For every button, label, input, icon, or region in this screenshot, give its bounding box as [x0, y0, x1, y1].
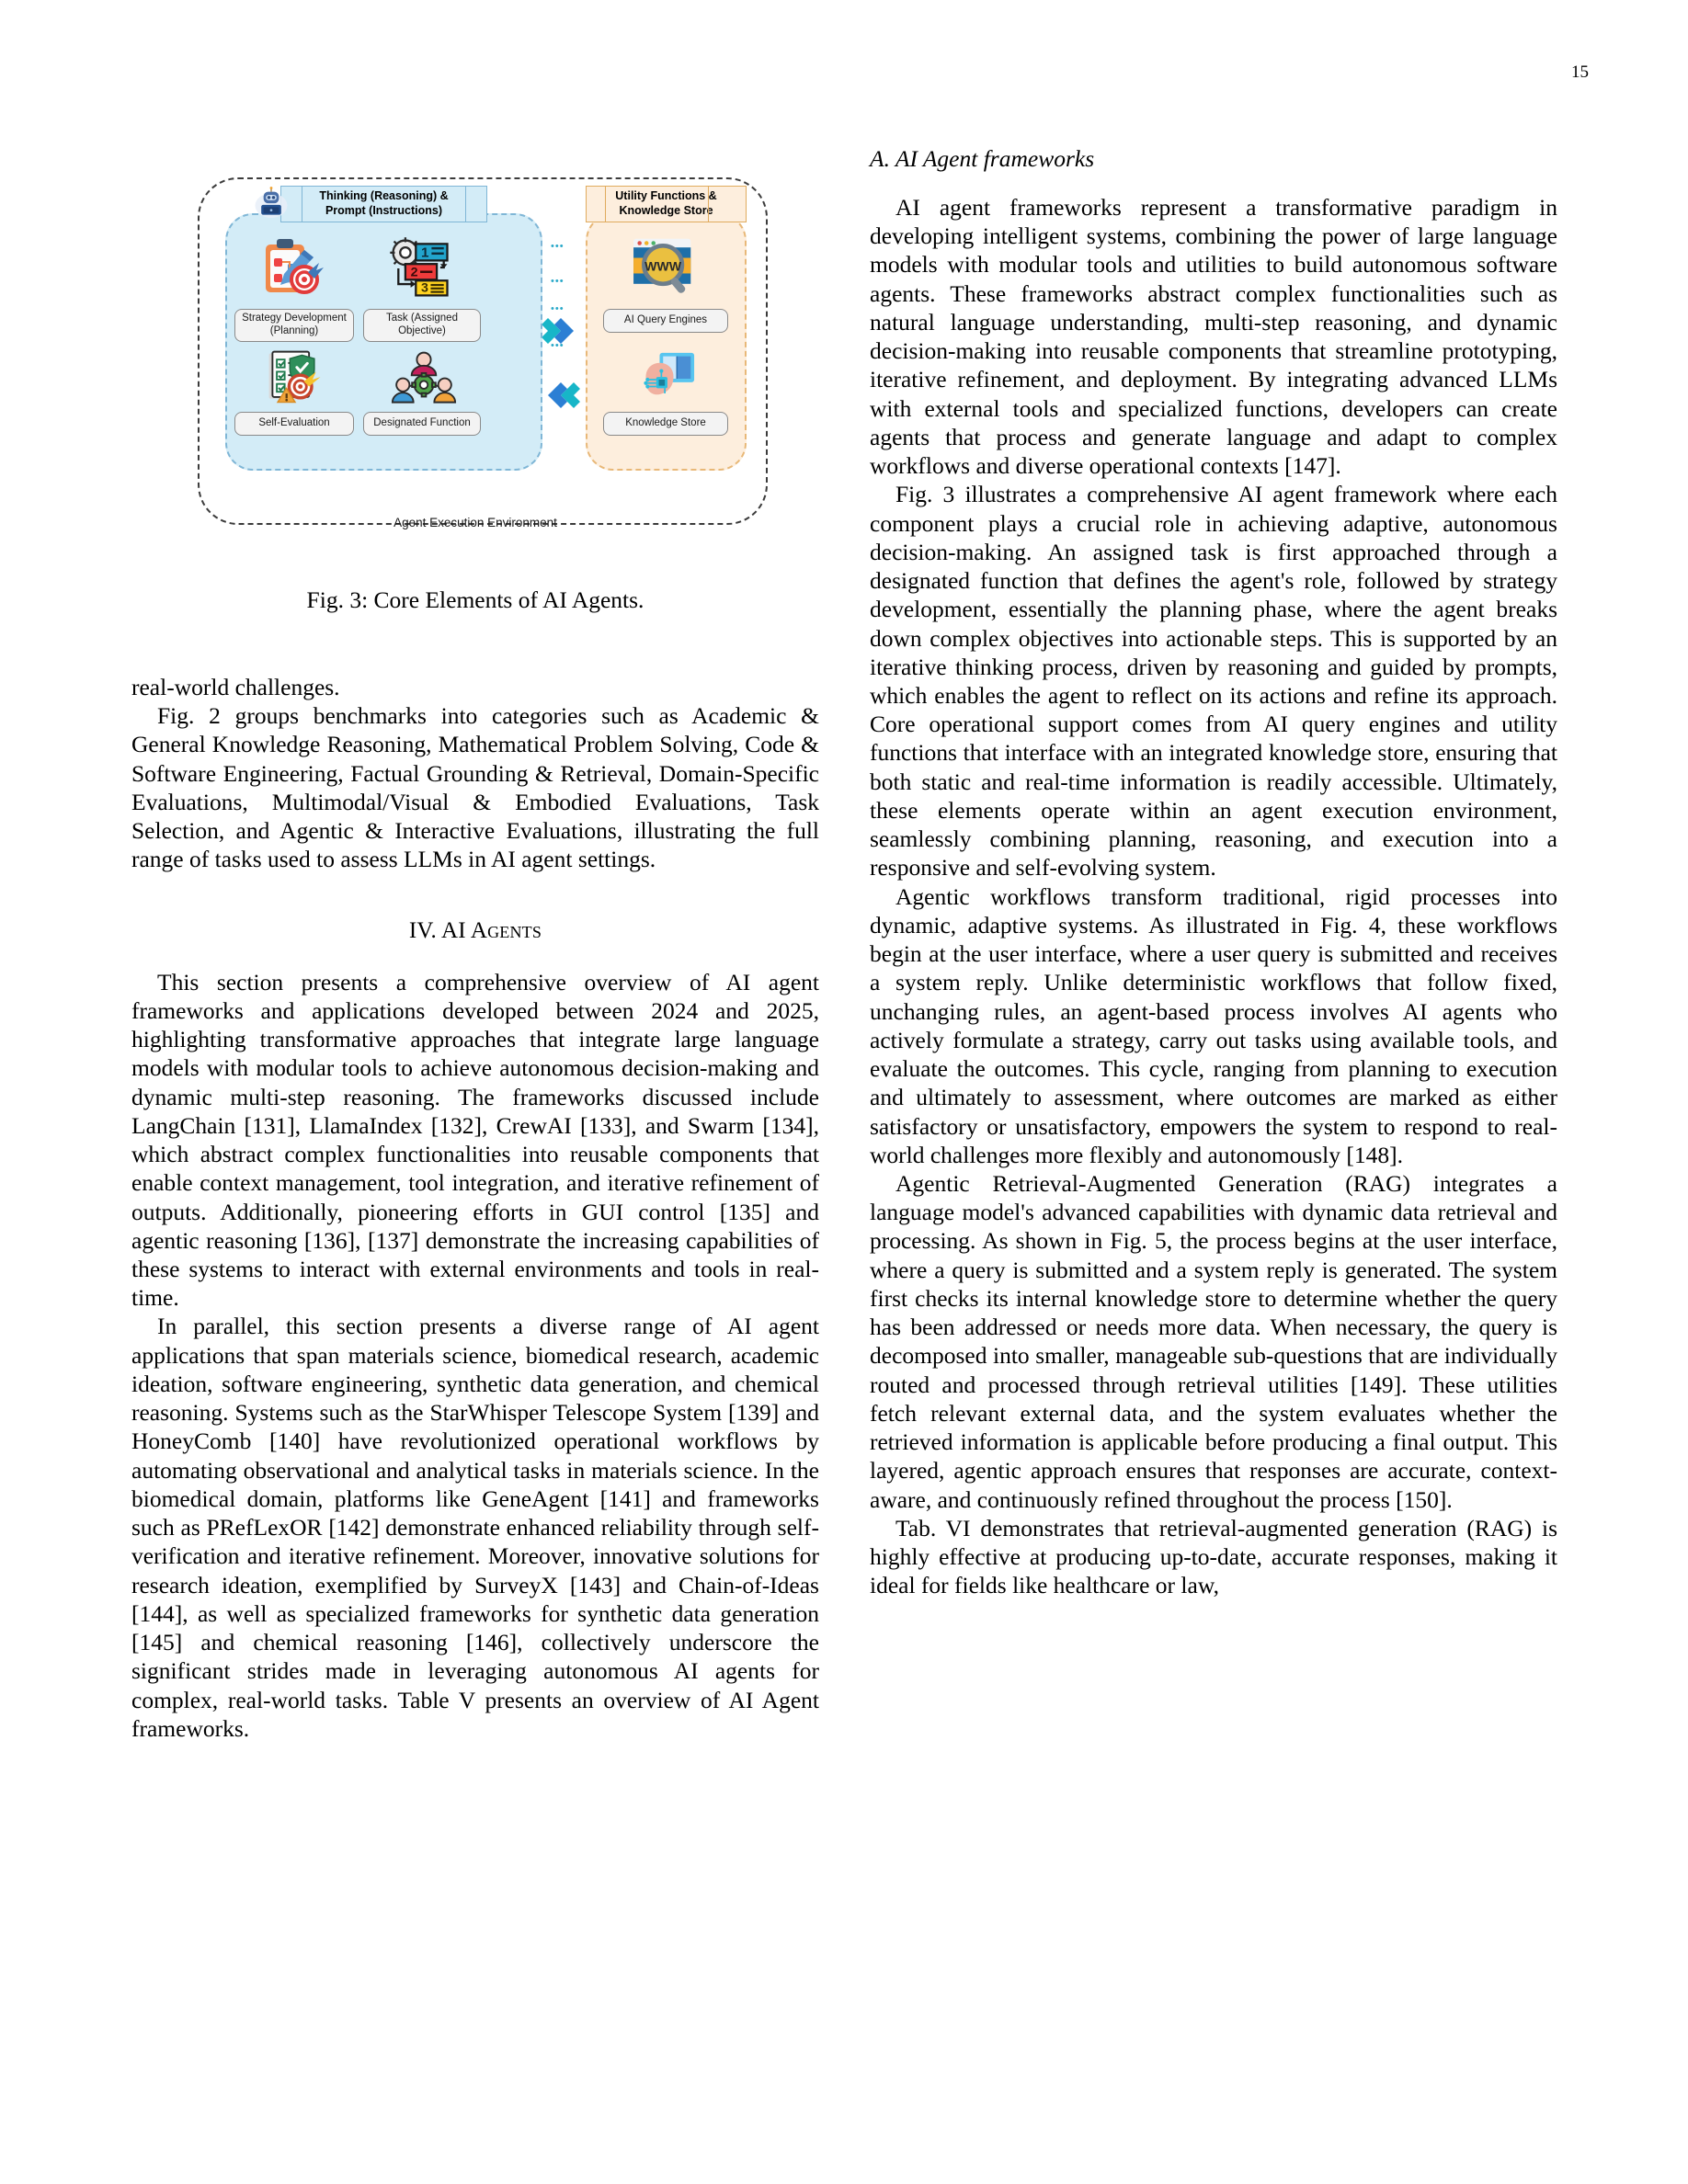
paragraph-tab6-rag: Tab. VI demonstrates that retrieval-augmented generation (RAG) is highly effective at producing up-to-date, accurate responses, making it ideal for fields like healthcare or law,	[870, 1514, 1557, 1599]
bidirectional-arrows	[542, 246, 587, 430]
node-knowledge-store-label: Knowledge Store	[625, 417, 706, 429]
paragraph-ai-agent-frameworks: AI agent frameworks represent a transformative paradigm in developing intelligent systems, combining the power of large language models with modular tools and utilities to build autonomous software agents. These frameworks abstract complex functionalities such as natural language understanding, multi-step reasoning, and dynamic decision-making into reusable components that streamline prototyping, iterative refinement, and deployment. By integrating advanced LLMs with external tools and specialized functions, developers can create agents that process and generate language and adapt to complex workflows and diverse operational contexts [147].	[870, 194, 1557, 480]
paragraph-in-parallel: In parallel, this section presents a diverse range of AI agent applications that span materials science, biomedical research, academic ideation, software engineering, synthetic data generation, and chemical reasoning. Systems such as the StarWhisper Telescope System [139] and HoneyComb [140] have revolutionized operational workflows by automating observational and analytical tasks in materials science. In the biomedical domain, platforms like GeneAgent [141] and frameworks such as PRefLexOR [142] demonstrate enhanced reliability through self-verification and iterative refinement. Moreover, innovative solutions for research ideation, exemplified by SurveyX [143] and Chain-of-Ideas [144], as well as specialized frameworks for synthetic data generation [145] and chemical reasoning [146], collectively underscore the significant strides made in leveraging autonomous AI agents for complex, real-world tasks. Table V presents an overview of AI Agent frameworks.	[131, 1313, 819, 1742]
arrow-dots-bottom: •••	[551, 340, 565, 351]
thinking-prompt-header-line1: Thinking (Reasoning) &	[319, 189, 449, 203]
paragraph-agentic-workflows: Agentic workflows transform traditional, rigid processes into dynamic, adaptive systems. As illustrated in Fig. 4, these workflows begin at the user interface, where a user query is submitted and receives a system reply. Unlike deterministic workflows that follow fixed, unchanging rules, an agent-based process involves AI agents who actively formulate a strategy, carry out tasks using available tools, and evaluate the outcomes. This cycle, ranging from planning to execution and ultimately to assessment, where outcomes are marked as either satisfactory or unsatisfactory, empowers the system to respond to real-world challenges more flexibly and autonomously [148].	[870, 882, 1557, 1168]
page-number: 15	[1571, 63, 1589, 82]
www-search-icon	[628, 235, 701, 301]
thinking-prompt-header-line2: Prompt (Instructions)	[325, 204, 443, 217]
node-ai-query-engines[interactable]	[603, 309, 728, 333]
team-gear-icon	[391, 351, 457, 413]
utility-header-line2: Knowledge Store	[619, 204, 713, 217]
node-task-assigned-objective[interactable]	[363, 309, 481, 342]
paragraph-section-overview: This section presents a comprehensive overview of AI agent frameworks and applications developed between 2024 and 2025, highlighting transformative approaches that integrate large language models with modular tools to achieve autonomous decision-making and dynamic multi-step reasoning. The frameworks discussed include LangChain [131], LlamaIndex [132], CrewAI [133], and Swarm [134], which abstract complex functionalities into reusable components that enable context management, tool integration, and iterative refinement of outputs. Additionally, pioneering efforts in GUI control [135] and agentic reasoning [136], [137] demonstrate the increasing capabilities of these systems to interact with external environments and tools in real-time.	[131, 968, 819, 1312]
figure-3	[154, 145, 797, 550]
paragraph-fig3-description: Fig. 3 illustrates a comprehensive AI agent framework where each component plays a crucial role in achieving adaptive, autonomous decision-making. An assigned task is first approached through a designated function that defines the agent's role, followed by strategy development, essentially the planning phase, where the agent breaks down complex objectives into actionable steps. This is supported by an iterative thinking process, driven by reasoning and guided by prompts, which enables the agent to reflect on its actions and refine its approach. Core operational support comes from AI query engines and utility functions that interface with an integrated knowledge store, ensuring that both static and real-time information is readily accessible. Ultimately, these elements operate within an agent execution environment, seamlessly combining planning, reasoning, and execution into a responsive and self-evolving system.	[870, 481, 1557, 882]
section-heading-ai-agents: IV. AI Agents	[408, 917, 542, 943]
arrow-left-chevrons	[548, 382, 580, 408]
node-self-evaluation[interactable]	[234, 412, 354, 436]
node-strategy-development[interactable]	[234, 309, 354, 342]
right-column	[870, 145, 1557, 2094]
node-task-line1: Task (Assigned	[386, 313, 458, 324]
paragraph-agentic-rag: Agentic Retrieval-Augmented Generation (RAG) integrates a language model's advanced capabilities with dynamic data retrieval and processing. As shown in Fig. 5, the process begins at the user interface, where a query is submitted and a system reply is generated. The system first checks its internal knowledge store to determine whether the query has been addressed or needs more data. When necessary, the query is decomposed into smaller, manageable sub-questions that are individually routed and processed through retrieval utilities [149]. These utilities fetch relevant external data, and the system evaluates whether the retrieved information is applicable before producing a final output. This layered, agentic approach ensures that responses are accurate, context-aware, and continuously refined throughout the process [150].	[870, 1169, 1557, 1513]
paragraph-fig2-benchmarks: Fig. 2 groups benchmarks into categories such as Academic & General Knowledge Reasoning, Mathematical Problem Solving, Code & Software Engineering, Factual Grounding & Retrieval, Domain-Specific Evaluations, Multimodal/Visual & Embodied Evaluations, Task Selection, and Agentic & Interactive Evaluations, illustrating the full range of tasks used to assess LLMs in AI agent settings.	[131, 702, 819, 873]
svg-text:3: 3	[421, 280, 428, 296]
arrow-dots-lower: •••	[551, 303, 565, 314]
paragraph-real-world-challenges: real-world challenges.	[131, 674, 340, 700]
robot-icon	[253, 186, 290, 222]
arrow-dots-top: •••	[551, 241, 565, 252]
utility-header-line1: Utility Functions &	[615, 189, 717, 203]
thinking-prompt-header	[280, 186, 487, 222]
two-column-body	[131, 145, 1558, 2094]
checklist-shield-icon	[262, 349, 328, 413]
node-designated-function[interactable]	[363, 412, 481, 436]
node-task-line2: Objective)	[398, 325, 446, 336]
left-column	[131, 145, 819, 2094]
utility-knowledge-header	[586, 186, 747, 222]
node-self-evaluation-label: Self-Evaluation	[258, 417, 330, 429]
clipboard-target-icon	[257, 235, 326, 304]
node-knowledge-store[interactable]	[603, 412, 728, 436]
subsection-heading-ai-agent-frameworks: A. AI Agent frameworks	[870, 145, 1095, 172]
gear-steps-icon	[386, 235, 456, 304]
figure-3-caption: Fig. 3: Core Elements of AI Agents.	[306, 586, 644, 613]
node-ai-query-engines-label: AI Query Engines	[623, 314, 708, 326]
arrow-dots-mid: •••	[551, 276, 565, 287]
node-designated-function-label: Designated Function	[373, 417, 471, 429]
svg-text:2: 2	[410, 265, 418, 280]
svg-text:WWW: WWW	[644, 258, 682, 274]
node-strategy-development-line2: (Planning)	[269, 325, 319, 336]
svg-text:1: 1	[421, 245, 429, 261]
brain-book-icon	[633, 351, 700, 413]
agent-execution-environment-label: Agent Execution Environment	[393, 516, 557, 529]
node-strategy-development-line1: Strategy Development	[242, 313, 347, 324]
